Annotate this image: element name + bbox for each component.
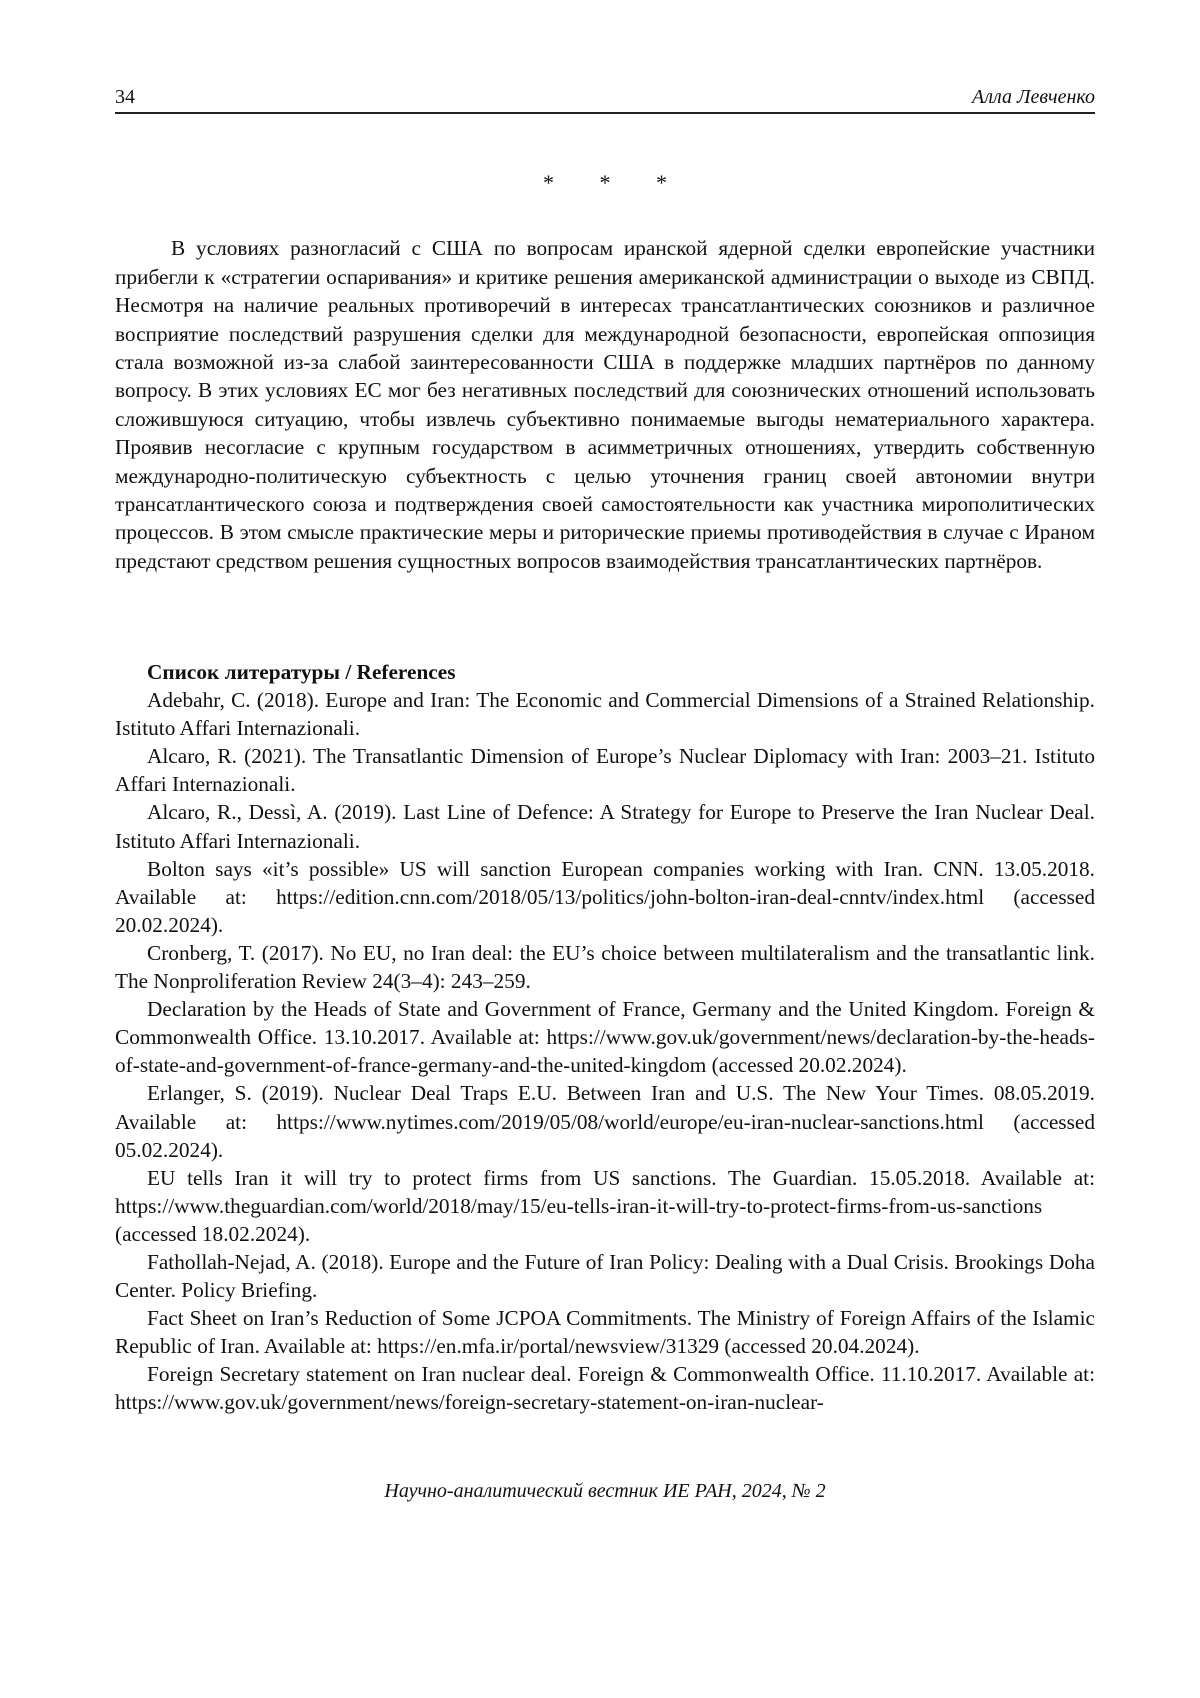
references-section bbox=[115, 658, 1095, 1417]
reference-item: Cronberg, T. (2017). No EU, no Iran deal: the EU’s choice between multilateralism and the transatlantic link. The Nonproliferation Review 24(3–4): 243–259. bbox=[115, 940, 1095, 994]
reference-item: EU tells Iran it will try to protect firms from US sanctions. The Guardian. 15.05.2018. Available at: https://www.theguardian.com/world/2018/may/15/eu-tells-iran-it-will-try-to-protect-firms-from-us-sanctions (accessed 18.02.2024). bbox=[115, 1165, 1095, 1246]
reference-item: Bolton says «it’s possible» US will sanction European companies working with Iran. CNN. 13.05.2018. Available at: https://edition.cnn.com/2018/05/13/politics/john-bolton-iran-deal-cnntv/index.html (accessed 20.02.2024). bbox=[115, 856, 1095, 937]
reference-item: Adebahr, C. (2018). Europe and Iran: The Economic and Commercial Dimensions of a Strained Relationship. Istituto Affari Internazionali. bbox=[115, 688, 1095, 741]
reference-item: Declaration by the Heads of State and Government of France, Germany and the United Kingdom. Foreign & Commonwealth Office. 13.10.2017. Available at: https://www.gov.uk/government/news/declaration-by-the-heads-of-state-and-government-of-france-germany-and-the-united-kingdom (accessed 20.02.2024). bbox=[115, 997, 1095, 1078]
journal-footer: Научно-аналитический вестник ИЕ РАН, 2024, № 2 bbox=[384, 1480, 826, 1502]
conclusion-paragraph: В условиях разногласий с США по вопросам иранской ядерной сделки европейские участники прибегли к «стратегии оспаривания» и критике решения американской администрации о выходе из СВПД. Несмотря на наличие реальных противоречий в интересах трансатлантических союзников и различное восприятие последствий разрушения сделки для международной безопасности, европейская оппозиция стала возможной из-за слабой заинтересованности США в поддержке младших партнёров по данному вопросу. В этих условиях ЕС мог без негативных последствий для союзнических отношений использовать сложившуюся ситуацию, чтобы извлечь субъективно понимаемые выгоды нематериального характера. Проявив несогласие с крупным государством в асимметричных отношениях, утвердить собственную международно-политическую субъектность с целью уточнения границ своей автономии внутри трансатлантического союза и подтверждения своей самостоятельности как участника мирополитических процессов. В этом смысле практические меры и риторические приемы противодействия в случае с Ираном предстают средством решения сущностных вопросов взаимодействия трансатлантических партнёров. bbox=[115, 236, 1095, 573]
reference-item: Alcaro, R., Dessì, A. (2019). Last Line of Defence: A Strategy for Europe to Preserve the Iran Nuclear Deal. Istituto Affari Internazionali. bbox=[115, 800, 1095, 853]
reference-item: Fathollah-Nejad, A. (2018). Europe and the Future of Iran Policy: Dealing with a Dual Crisis. Brookings Doha Center. Policy Briefing. bbox=[115, 1249, 1095, 1303]
reference-item: Erlanger, S. (2019). Nuclear Deal Traps E.U. Between Iran and U.S. The New Your Times. 08.05.2019. Available at: https://www.nytimes.com/2019/05/08/world/europe/eu-iran-nuclear-sanctions.html (accessed 05.02.2024). bbox=[115, 1081, 1095, 1162]
reference-item: Fact Sheet on Iran’s Reduction of Some JCPOA Commitments. The Ministry of Foreign Affairs of the Islamic Republic of Iran. Available at: https://en.mfa.ir/portal/newsview/31329 (accessed 20.04.2024). bbox=[115, 1306, 1095, 1359]
section-break: * * * bbox=[543, 170, 667, 195]
reference-item: Alcaro, R. (2021). The Transatlantic Dimension of Europe’s Nuclear Diplomacy with Iran: 2003–21. Istituto Affari Internazionali. bbox=[115, 744, 1095, 797]
page-number: 34 bbox=[115, 86, 135, 108]
running-head-author: Алла Левченко bbox=[972, 86, 1095, 108]
references-heading: Список литературы / References bbox=[147, 660, 456, 684]
reference-item: Foreign Secretary statement on Iran nuclear deal. Foreign & Commonwealth Office. 11.10.2017. Available at: https://www.gov.uk/government/news/foreign-secretary-statement-on-iran-nuclear- bbox=[115, 1362, 1095, 1415]
running-head bbox=[115, 84, 1095, 114]
